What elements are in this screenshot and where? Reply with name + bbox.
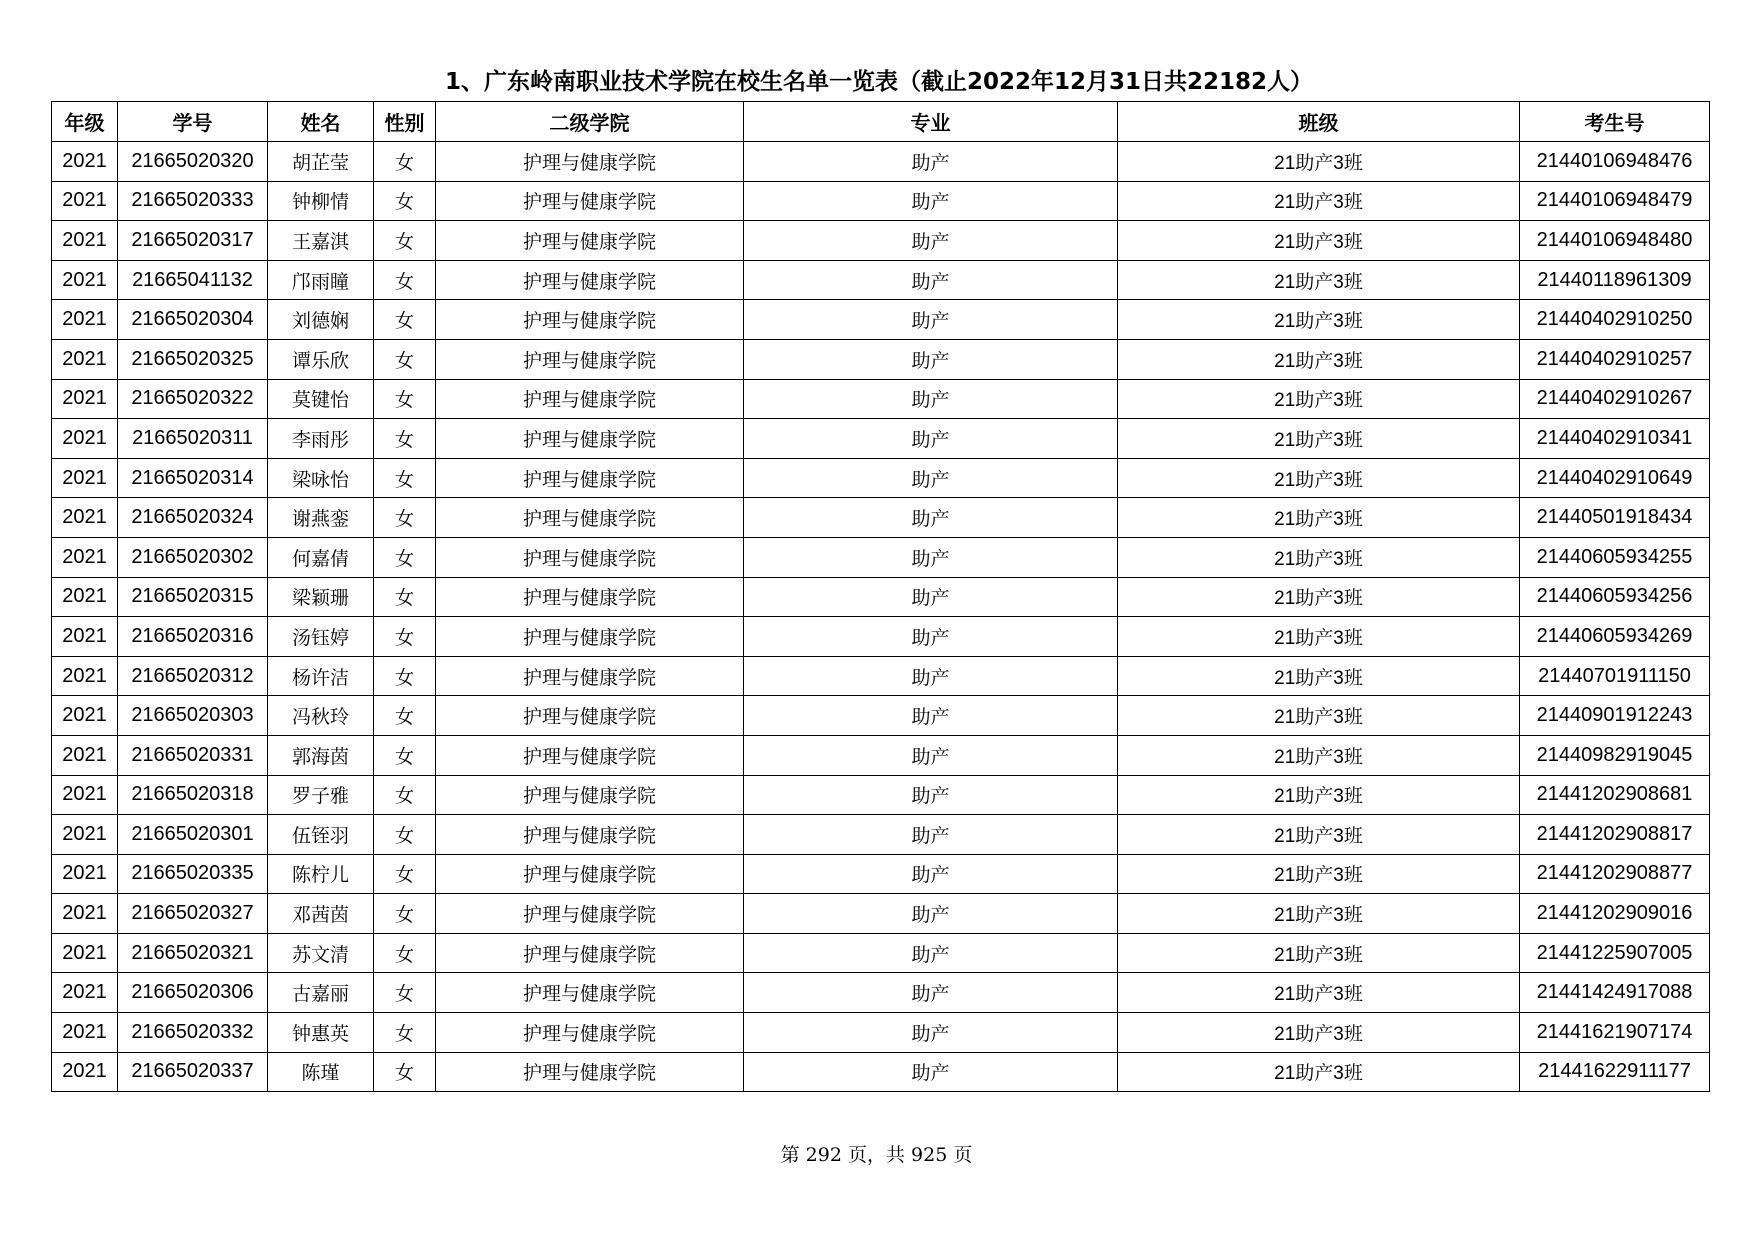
exam-number-cell: 21440701911150 — [1520, 656, 1710, 696]
exam-number-cell: 21440106948476 — [1520, 142, 1710, 182]
class-cell: 21助产3班 — [1118, 1052, 1520, 1092]
gender-cell: 女 — [374, 260, 436, 300]
class-cell: 21助产3班 — [1118, 221, 1520, 261]
class-cell: 21助产3班 — [1118, 617, 1520, 657]
name-cell: 陈柠儿 — [268, 854, 374, 894]
grade-cell: 2021 — [52, 181, 118, 221]
class-cell: 21助产3班 — [1118, 379, 1520, 419]
page-number: 第 292 页，共 925 页 — [780, 1144, 973, 1166]
name-cell: 谢燕銮 — [268, 498, 374, 538]
class-cell: 21助产3班 — [1118, 696, 1520, 736]
gender-cell: 女 — [374, 894, 436, 934]
table-row — [52, 221, 1710, 261]
name-cell: 王嘉淇 — [268, 221, 374, 261]
class-cell: 21助产3班 — [1118, 973, 1520, 1013]
major-cell: 助产 — [744, 498, 1118, 538]
major-cell: 助产 — [744, 142, 1118, 182]
major-cell: 助产 — [744, 735, 1118, 775]
student-roster-table — [51, 101, 1710, 1092]
gender-cell: 女 — [374, 458, 436, 498]
table-row — [52, 1052, 1710, 1092]
student-id-cell: 21665020304 — [118, 300, 268, 340]
name-cell: 胡芷莹 — [268, 142, 374, 182]
student-id-cell: 21665020318 — [118, 775, 268, 815]
gender-cell: 女 — [374, 656, 436, 696]
table-row — [52, 142, 1710, 182]
college-cell: 护理与健康学院 — [436, 1052, 744, 1092]
major-cell: 助产 — [744, 973, 1118, 1013]
name-cell: 伍铚羽 — [268, 815, 374, 855]
student-id-cell: 21665020301 — [118, 815, 268, 855]
table-row — [52, 815, 1710, 855]
table-row — [52, 735, 1710, 775]
student-id-cell: 21665020314 — [118, 458, 268, 498]
exam-number-cell: 21440402910649 — [1520, 458, 1710, 498]
name-cell: 梁颖珊 — [268, 577, 374, 617]
college-cell: 护理与健康学院 — [436, 221, 744, 261]
student-id-cell: 21665020321 — [118, 933, 268, 973]
gender-cell: 女 — [374, 142, 436, 182]
student-id-cell: 21665020333 — [118, 181, 268, 221]
header-grade: 年级 — [52, 102, 118, 142]
grade-cell: 2021 — [52, 577, 118, 617]
exam-number-cell: 21441202908817 — [1520, 815, 1710, 855]
table-row — [52, 181, 1710, 221]
table-row — [52, 933, 1710, 973]
college-cell: 护理与健康学院 — [436, 458, 744, 498]
college-cell: 护理与健康学院 — [436, 419, 744, 459]
header-name: 姓名 — [268, 102, 374, 142]
table-row — [52, 577, 1710, 617]
grade-cell: 2021 — [52, 696, 118, 736]
exam-number-cell: 21441622911177 — [1520, 1052, 1710, 1092]
student-id-cell: 21665020324 — [118, 498, 268, 538]
student-id-cell: 21665041132 — [118, 260, 268, 300]
grade-cell: 2021 — [52, 379, 118, 419]
major-cell: 助产 — [744, 1052, 1118, 1092]
table-row — [52, 696, 1710, 736]
grade-cell: 2021 — [52, 1052, 118, 1092]
major-cell: 助产 — [744, 854, 1118, 894]
exam-number-cell: 21440402910257 — [1520, 339, 1710, 379]
student-id-cell: 21665020322 — [118, 379, 268, 419]
name-cell: 陈瑾 — [268, 1052, 374, 1092]
exam-number-cell: 21440402910341 — [1520, 419, 1710, 459]
student-id-cell: 21665020303 — [118, 696, 268, 736]
table-header-row — [52, 102, 1710, 142]
student-id-cell: 21665020337 — [118, 1052, 268, 1092]
college-cell: 护理与健康学院 — [436, 973, 744, 1013]
student-id-cell: 21665020315 — [118, 577, 268, 617]
header-exam-number: 考生号 — [1520, 102, 1710, 142]
major-cell: 助产 — [744, 379, 1118, 419]
major-cell: 助产 — [744, 894, 1118, 934]
gender-cell: 女 — [374, 973, 436, 1013]
name-cell: 刘德娴 — [268, 300, 374, 340]
major-cell: 助产 — [744, 260, 1118, 300]
exam-number-cell: 21440982919045 — [1520, 735, 1710, 775]
grade-cell: 2021 — [52, 775, 118, 815]
student-id-cell: 21665020311 — [118, 419, 268, 459]
college-cell: 护理与健康学院 — [436, 735, 744, 775]
exam-number-cell: 21441202908681 — [1520, 775, 1710, 815]
table-row — [52, 894, 1710, 934]
grade-cell: 2021 — [52, 537, 118, 577]
name-cell: 邓茜茵 — [268, 894, 374, 934]
grade-cell: 2021 — [52, 894, 118, 934]
name-cell: 古嘉丽 — [268, 973, 374, 1013]
name-cell: 杨许洁 — [268, 656, 374, 696]
class-cell: 21助产3班 — [1118, 1013, 1520, 1053]
exam-number-cell: 21440901912243 — [1520, 696, 1710, 736]
student-id-cell: 21665020316 — [118, 617, 268, 657]
exam-number-cell: 21441424917088 — [1520, 973, 1710, 1013]
name-cell: 冯秋玲 — [268, 696, 374, 736]
grade-cell: 2021 — [52, 815, 118, 855]
class-cell: 21助产3班 — [1118, 458, 1520, 498]
grade-cell: 2021 — [52, 617, 118, 657]
college-cell: 护理与健康学院 — [436, 379, 744, 419]
exam-number-cell: 21440106948479 — [1520, 181, 1710, 221]
gender-cell: 女 — [374, 815, 436, 855]
name-cell: 谭乐欣 — [268, 339, 374, 379]
college-cell: 护理与健康学院 — [436, 894, 744, 934]
college-cell: 护理与健康学院 — [436, 577, 744, 617]
grade-cell: 2021 — [52, 854, 118, 894]
gender-cell: 女 — [374, 1013, 436, 1053]
major-cell: 助产 — [744, 1013, 1118, 1053]
class-cell: 21助产3班 — [1118, 181, 1520, 221]
major-cell: 助产 — [744, 696, 1118, 736]
grade-cell: 2021 — [52, 933, 118, 973]
exam-number-cell: 21440106948480 — [1520, 221, 1710, 261]
name-cell: 汤钰婷 — [268, 617, 374, 657]
gender-cell: 女 — [374, 735, 436, 775]
student-id-cell: 21665020327 — [118, 894, 268, 934]
major-cell: 助产 — [744, 181, 1118, 221]
gender-cell: 女 — [374, 339, 436, 379]
class-cell: 21助产3班 — [1118, 339, 1520, 379]
class-cell: 21助产3班 — [1118, 815, 1520, 855]
college-cell: 护理与健康学院 — [436, 142, 744, 182]
gender-cell: 女 — [374, 300, 436, 340]
college-cell: 护理与健康学院 — [436, 537, 744, 577]
major-cell: 助产 — [744, 339, 1118, 379]
grade-cell: 2021 — [52, 419, 118, 459]
college-cell: 护理与健康学院 — [436, 656, 744, 696]
name-cell: 钟惠英 — [268, 1013, 374, 1053]
grade-cell: 2021 — [52, 735, 118, 775]
class-cell: 21助产3班 — [1118, 142, 1520, 182]
major-cell: 助产 — [744, 577, 1118, 617]
name-cell: 罗子雅 — [268, 775, 374, 815]
exam-number-cell: 21440605934255 — [1520, 537, 1710, 577]
grade-cell: 2021 — [52, 142, 118, 182]
table-row — [52, 419, 1710, 459]
table-row — [52, 775, 1710, 815]
college-cell: 护理与健康学院 — [436, 260, 744, 300]
table-row — [52, 1013, 1710, 1053]
class-cell: 21助产3班 — [1118, 775, 1520, 815]
table-row — [52, 854, 1710, 894]
table-row — [52, 537, 1710, 577]
major-cell: 助产 — [744, 300, 1118, 340]
major-cell: 助产 — [744, 656, 1118, 696]
major-cell: 助产 — [744, 933, 1118, 973]
class-cell: 21助产3班 — [1118, 933, 1520, 973]
exam-number-cell: 21440605934269 — [1520, 617, 1710, 657]
class-cell: 21助产3班 — [1118, 894, 1520, 934]
class-cell: 21助产3班 — [1118, 577, 1520, 617]
student-id-cell: 21665020302 — [118, 537, 268, 577]
header-gender: 性别 — [374, 102, 436, 142]
grade-cell: 2021 — [52, 339, 118, 379]
major-cell: 助产 — [744, 221, 1118, 261]
gender-cell: 女 — [374, 933, 436, 973]
college-cell: 护理与健康学院 — [436, 854, 744, 894]
table-row — [52, 339, 1710, 379]
grade-cell: 2021 — [52, 656, 118, 696]
gender-cell: 女 — [374, 379, 436, 419]
college-cell: 护理与健康学院 — [436, 300, 744, 340]
college-cell: 护理与健康学院 — [436, 617, 744, 657]
class-cell: 21助产3班 — [1118, 419, 1520, 459]
gender-cell: 女 — [374, 537, 436, 577]
table-row — [52, 656, 1710, 696]
header-student-id: 学号 — [118, 102, 268, 142]
class-cell: 21助产3班 — [1118, 260, 1520, 300]
grade-cell: 2021 — [52, 221, 118, 261]
grade-cell: 2021 — [52, 458, 118, 498]
gender-cell: 女 — [374, 696, 436, 736]
grade-cell: 2021 — [52, 973, 118, 1013]
major-cell: 助产 — [744, 617, 1118, 657]
college-cell: 护理与健康学院 — [436, 775, 744, 815]
table-row — [52, 260, 1710, 300]
gender-cell: 女 — [374, 181, 436, 221]
class-cell: 21助产3班 — [1118, 656, 1520, 696]
student-id-cell: 21665020325 — [118, 339, 268, 379]
table-body — [52, 142, 1710, 1092]
college-cell: 护理与健康学院 — [436, 498, 744, 538]
exam-number-cell: 21440501918434 — [1520, 498, 1710, 538]
major-cell: 助产 — [744, 815, 1118, 855]
header-college: 二级学院 — [436, 102, 744, 142]
college-cell: 护理与健康学院 — [436, 815, 744, 855]
exam-number-cell: 21441202908877 — [1520, 854, 1710, 894]
class-cell: 21助产3班 — [1118, 300, 1520, 340]
college-cell: 护理与健康学院 — [436, 933, 744, 973]
major-cell: 助产 — [744, 775, 1118, 815]
header-major: 专业 — [744, 102, 1118, 142]
grade-cell: 2021 — [52, 1013, 118, 1053]
class-cell: 21助产3班 — [1118, 537, 1520, 577]
table-row — [52, 498, 1710, 538]
class-cell: 21助产3班 — [1118, 854, 1520, 894]
gender-cell: 女 — [374, 498, 436, 538]
exam-number-cell: 21441225907005 — [1520, 933, 1710, 973]
exam-number-cell: 21440118961309 — [1520, 260, 1710, 300]
grade-cell: 2021 — [52, 260, 118, 300]
student-id-cell: 21665020331 — [118, 735, 268, 775]
student-id-cell: 21665020335 — [118, 854, 268, 894]
major-cell: 助产 — [744, 537, 1118, 577]
college-cell: 护理与健康学院 — [436, 1013, 744, 1053]
student-id-cell: 21665020332 — [118, 1013, 268, 1053]
header-class: 班级 — [1118, 102, 1520, 142]
table-row — [52, 458, 1710, 498]
table-row — [52, 300, 1710, 340]
exam-number-cell: 21440402910267 — [1520, 379, 1710, 419]
name-cell: 莫键怡 — [268, 379, 374, 419]
exam-number-cell: 21441621907174 — [1520, 1013, 1710, 1053]
gender-cell: 女 — [374, 854, 436, 894]
gender-cell: 女 — [374, 221, 436, 261]
table-row — [52, 617, 1710, 657]
grade-cell: 2021 — [52, 300, 118, 340]
major-cell: 助产 — [744, 458, 1118, 498]
name-cell: 李雨彤 — [268, 419, 374, 459]
gender-cell: 女 — [374, 1052, 436, 1092]
name-cell: 郭海茵 — [268, 735, 374, 775]
name-cell: 梁咏怡 — [268, 458, 374, 498]
student-id-cell: 21665020317 — [118, 221, 268, 261]
gender-cell: 女 — [374, 775, 436, 815]
name-cell: 何嘉倩 — [268, 537, 374, 577]
gender-cell: 女 — [374, 577, 436, 617]
table-row — [52, 973, 1710, 1013]
student-id-cell: 21665020312 — [118, 656, 268, 696]
table-row — [52, 379, 1710, 419]
exam-number-cell: 21440402910250 — [1520, 300, 1710, 340]
name-cell: 钟柳情 — [268, 181, 374, 221]
student-id-cell: 21665020306 — [118, 973, 268, 1013]
exam-number-cell: 21440605934256 — [1520, 577, 1710, 617]
college-cell: 护理与健康学院 — [436, 696, 744, 736]
document-title: 1、广东岭南职业技术学院在校生名单一览表（截止2022年12月31日共22182人） — [444, 69, 1314, 95]
class-cell: 21助产3班 — [1118, 735, 1520, 775]
college-cell: 护理与健康学院 — [436, 339, 744, 379]
gender-cell: 女 — [374, 617, 436, 657]
name-cell: 苏文清 — [268, 933, 374, 973]
college-cell: 护理与健康学院 — [436, 181, 744, 221]
gender-cell: 女 — [374, 419, 436, 459]
name-cell: 邝雨瞳 — [268, 260, 374, 300]
grade-cell: 2021 — [52, 498, 118, 538]
class-cell: 21助产3班 — [1118, 498, 1520, 538]
exam-number-cell: 21441202909016 — [1520, 894, 1710, 934]
student-id-cell: 21665020320 — [118, 142, 268, 182]
major-cell: 助产 — [744, 419, 1118, 459]
